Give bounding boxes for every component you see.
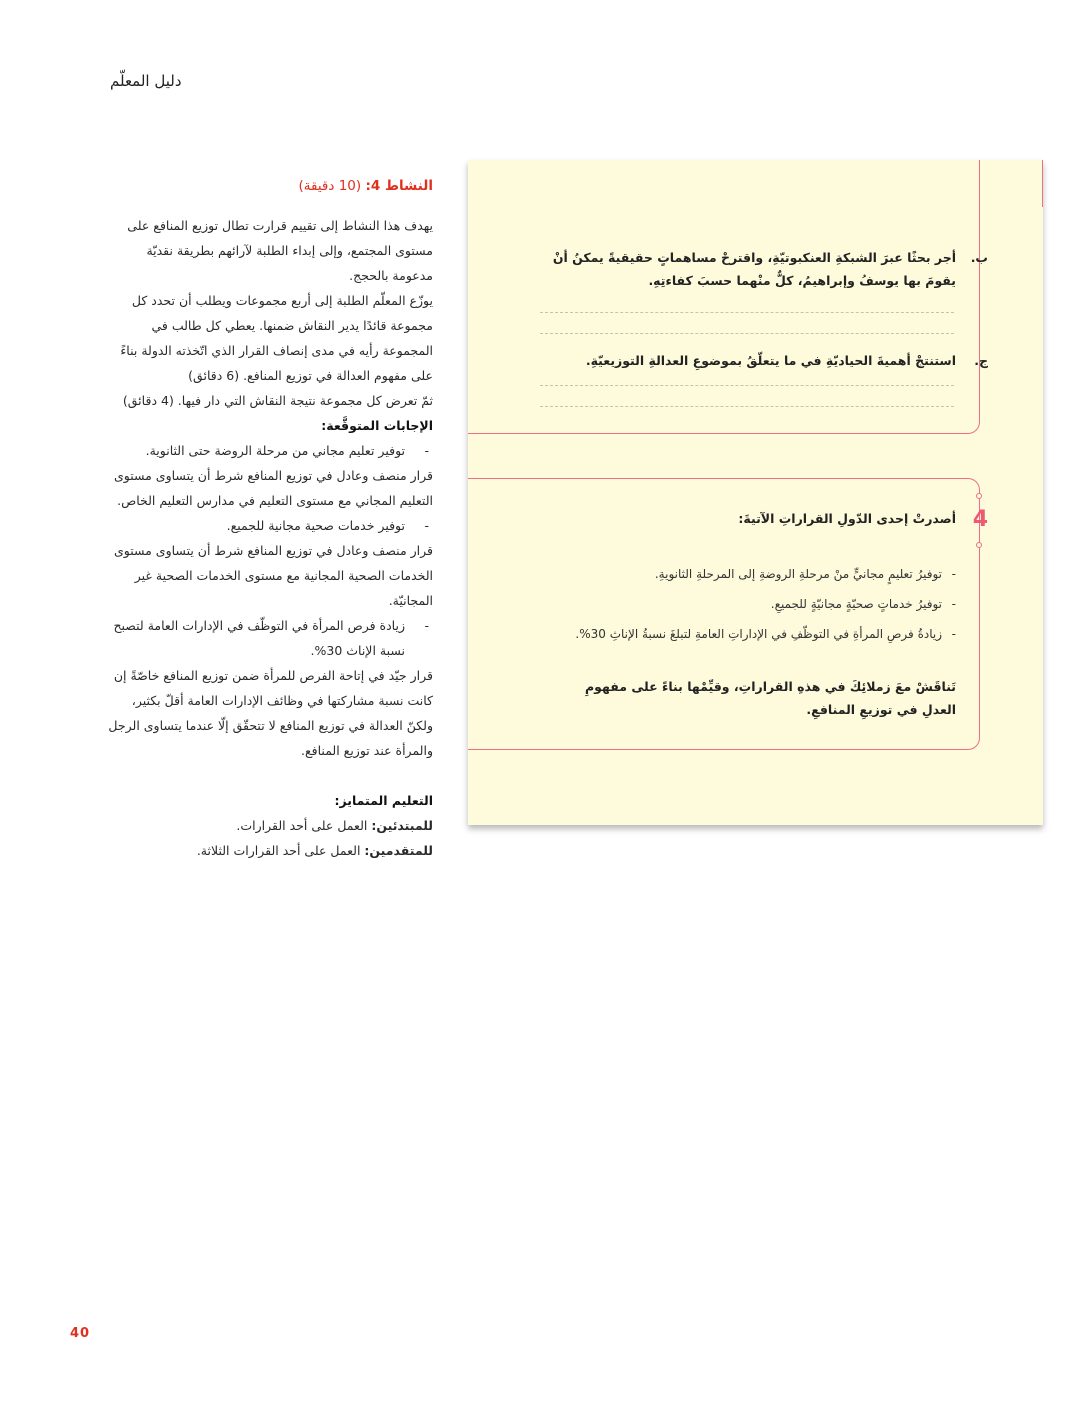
- page-header-title: دليل المعلّم: [110, 72, 182, 90]
- discussion-prompt: تَناقَشْ معَ زملائِكَ في هذهِ القراراتِ، وقيِّمْها بناءً على مفهومِ العدلِ في توزيعِ المنافعِ.: [584, 679, 956, 717]
- answer-line[interactable]: [540, 406, 954, 407]
- answer-bullet: - توفير تعليم مجاني من مرحلة الروضة حتى الثانوية.: [108, 438, 433, 463]
- expected-answers-heading: الإجابات المتوقَّعة:: [321, 418, 433, 433]
- decision-item: - توفيرُ تعليمٍ مجانيٍّ منْ مرحلةِ الروضةِ إلى المرحلةِ الثانويةِ.: [536, 563, 956, 593]
- answer-detail: قرار جيّد في إتاحة الفرص للمرأة ضمن توزيع المنافع خاصّةً إن كانت نسبة مشاركتها في وظائف الإدارات العامة أقلّ بكثير، ولكنّ العدالة في توزيع المنافع لا تتحقّق إلّا عندما يتساوى الرجل والمرأة عند توزيع المنافع.: [108, 668, 433, 758]
- answer-detail: قرار منصف وعادل في توزيع المنافع شرط أن يتساوى مستوى الخدمات الصحية المجانية مع مستوى الخدمات الصحية غير المجانيّة.: [113, 543, 433, 608]
- beginners-label: للمبتدئين:: [371, 818, 433, 833]
- differentiated-learning-heading: التعليم المتمايز:: [334, 793, 433, 808]
- question-c-letter: ج.: [974, 353, 988, 368]
- question-b: [526, 246, 988, 292]
- decisions-list: [536, 563, 956, 653]
- page-number: 40: [70, 1326, 91, 1341]
- answer-bullet: - توفير خدمات صحية مجانية للجميع.: [108, 513, 433, 538]
- answer-line[interactable]: [540, 312, 954, 313]
- question-b-text: أجر بحثًا عبرَ الشبكةِ العنكبوتيّةِ، واقترحْ مساهماتٍ حقيقيةً يمكنُ أنْ يقومَ بها يوسفُ وإبراهيمُ، كلٌّ منْهما حسبَ كفاءتِهِ.: [552, 250, 956, 288]
- question-4-title: أصدرتْ إحدى الدّولِ القراراتِ الآتيةَ:: [738, 511, 956, 526]
- question-4-number: 4: [972, 507, 988, 532]
- question-c-text: استنتجْ أهميةَ الحياديّةِ في ما يتعلّقُ بموضوعِ العدالةِ التوزيعيّةِ.: [585, 353, 956, 368]
- activity-duration: (10 دقيقة): [298, 178, 362, 194]
- question-b-letter: ب.: [970, 250, 988, 265]
- frame-corner-line: [1042, 160, 1043, 207]
- decision-item: - توفيرُ خدماتٍ صحيّةٍ مجانيّةٍ للجميعِ.: [536, 593, 956, 623]
- activity-intro-paragraph: يهدف هذا النشاط إلى تقييم قرارت تطال توزيع المنافع على مستوى المجتمع، وإلى إبداء الطلبة لآرائهم بطريقة نقديّة مدعومة بالحجج.: [127, 218, 433, 283]
- activity-title: [108, 174, 433, 199]
- advanced-label: للمتقدمين:: [364, 843, 433, 858]
- answer-detail: قرار منصف وعادل في توزيع المنافع شرط أن يتساوى مستوى التعليم المجاني مع مستوى التعليم في مدارس التعليم الخاص.: [113, 468, 433, 508]
- answer-line[interactable]: [540, 385, 954, 386]
- frame-dot-icon: [976, 542, 982, 548]
- differentiated-beginners: [108, 813, 433, 838]
- activity-title-label: النشاط 4:: [365, 178, 433, 194]
- frame-dot-icon: [976, 493, 982, 499]
- activity-instructions-paragraph: يوزّع المعلّم الطلبة إلى أربع مجموعات ويطلب أن تحدد كل مجموعة قائدًا يدير النقاش ضمنها. يعطي كل طالب في المجموعة رأيه في مدى إنصاف القرار الذي اتّخذته الدولة بناءً على مفهوم العدالة في توزيع المنافع. (6 دقائق): [120, 293, 433, 383]
- questions-frame: [468, 160, 980, 434]
- decision-item: - زيادةُ فرصِ المرأةِ في التوظّفِ في الإداراتِ العامةِ لتبلغَ نسبةُ الإناثِ 30%.: [536, 623, 956, 653]
- question-c: [526, 349, 988, 372]
- advanced-text: العمل على أحد القرارات الثلاثة.: [196, 843, 361, 858]
- differentiated-advanced: [108, 838, 433, 863]
- student-book-excerpt: [468, 160, 1043, 825]
- answer-line[interactable]: [540, 333, 954, 334]
- answer-bullet: - زيادة فرص المرأة في التوظّف في الإدارات العامة لتصبح نسبة الإناث 30%.: [108, 613, 433, 663]
- beginners-text: العمل على أحد القرارات.: [236, 818, 368, 833]
- activity-presentation-paragraph: ثمّ تعرض كل مجموعة نتيجة النقاش التي دار فيها. (4 دقائق): [122, 393, 433, 408]
- teacher-guide-column: [108, 174, 433, 863]
